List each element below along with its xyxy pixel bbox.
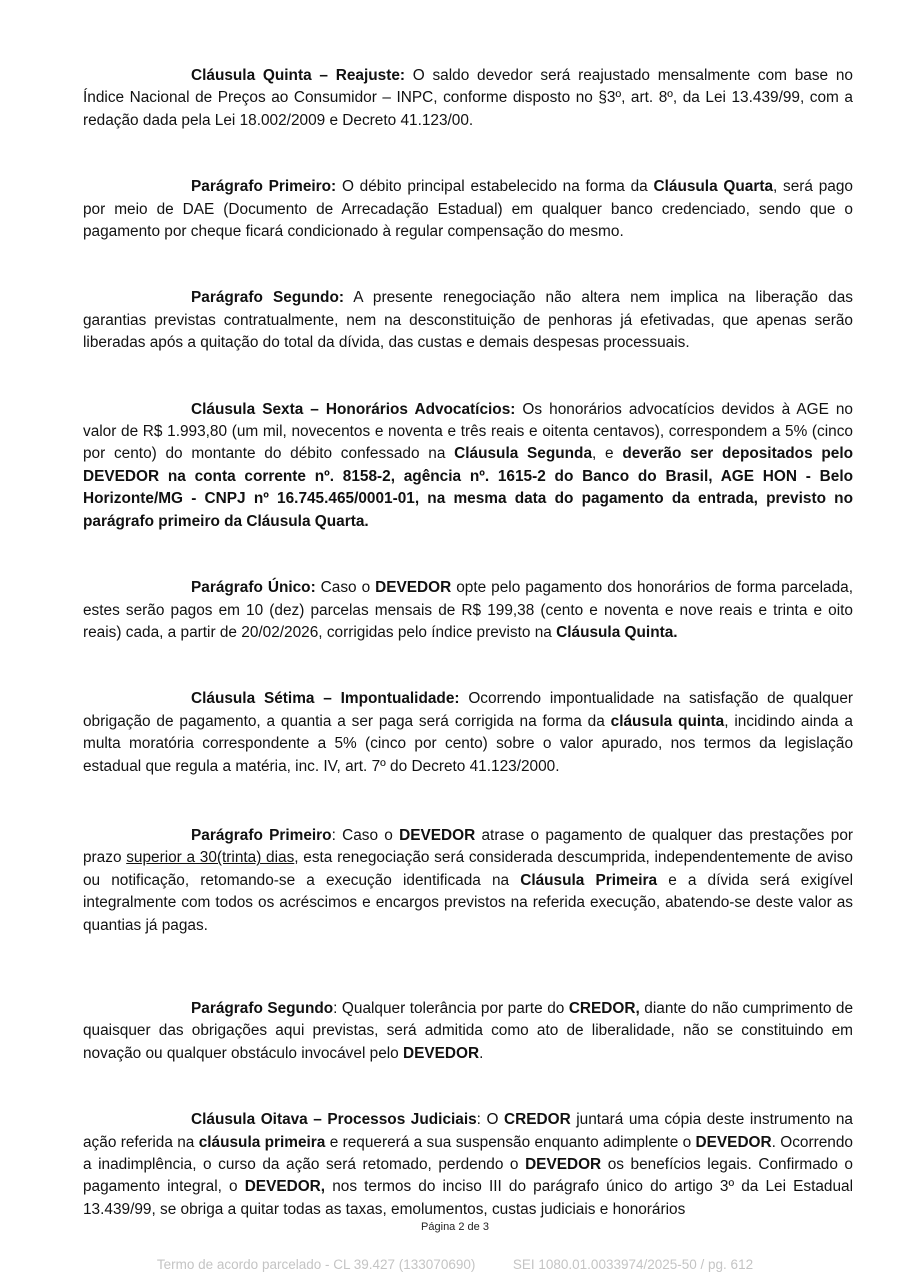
clause-text: , será pago por meio de DAE (Documento de Arrecadação Estadual) em qualquer banco credenciado, sendo que o pagamento por cheque ficará condicionado à regular compensação do mesmo. xyxy=(83,178,853,241)
clause-text: : O xyxy=(476,1111,505,1129)
clause-eighth-lawsuits xyxy=(83,1109,853,1221)
clause-text: Ocorrendo impontualidade na satisfação de qualquer obrigação de pagamento, a quantia a ser paga será corrigida na forma da xyxy=(83,690,854,730)
clause-bold: DEVEDOR xyxy=(695,1133,772,1151)
clause-bold: Cláusula Quinta. xyxy=(556,623,678,641)
clause-heading: Cláusula Sexta – Honorários Advocatícios: xyxy=(191,400,516,418)
clause-text: . Ocorrendo a inadimplência, o curso da ação será retomado, perdendo o xyxy=(83,1133,853,1173)
clause-text: atrase o pagamento de qualquer das prestações por prazo xyxy=(83,826,854,867)
paragraph-first-payment xyxy=(83,176,853,243)
clause-text: e requererá a sua suspensão enquanto adimplente o xyxy=(325,1133,696,1151)
clause-bold: cláusula primeira xyxy=(198,1133,326,1151)
clause-text: A presente renegociação não altera nem implica na liberação das garantias previstas contratualmente, nem na desconstituição de penhoras já efetivadas, que apenas serão liberadas após a quitação do total da dívida, das custas e demais despesas processuais. xyxy=(83,289,853,352)
clause-text: os benefícios legais. Confirmado o pagamento integral, o xyxy=(83,1156,853,1196)
clause-bold: CREDOR xyxy=(504,1111,571,1129)
clause-bold: CREDOR, xyxy=(568,999,640,1017)
clause-text: e a dívida será exigível integralmente com todos os acréscimos e encargos previstos na referida execução, abatendo-se deste valor as quantias já pagas. xyxy=(83,871,853,934)
clause-text: O saldo devedor será reajustado mensalmente com base no Índice Nacional de Preços ao Consumidor – INPC, conforme disposto no §3º, art. 8º, da Lei 13.439/99, com a redação dada pela Lei 18.002/2009 e Decreto 41.123/00. xyxy=(83,67,853,129)
clause-bold: DEVEDOR xyxy=(403,1044,480,1062)
clause-heading: Parágrafo Segundo: xyxy=(191,289,344,307)
clause-heading: Cláusula Oitava – Processos Judiciais xyxy=(191,1111,477,1129)
clause-text: juntará uma cópia deste instrumento na ação referida na xyxy=(83,1111,853,1151)
clause-bold: Cláusula Primeira xyxy=(520,871,658,889)
clause-bold: DEVEDOR xyxy=(375,579,452,597)
clause-heading: Parágrafo Segundo xyxy=(191,999,334,1017)
clause-heading: Parágrafo Primeiro xyxy=(191,826,332,844)
clause-text: O débito principal estabelecido na forma da xyxy=(336,178,654,196)
clause-text: , incidindo ainda a multa moratória correspondente a 5% (cinco por cento) sobre o valor apurado, nos termos da legislação estadual que regula a matéria, inc. IV, art. 7º do Decreto 41.123/2000. xyxy=(83,712,853,775)
clause-heading: Parágrafo Primeiro: xyxy=(191,178,337,196)
clause-heading: Cláusula Sétima – Impontualidade: xyxy=(191,690,460,708)
paragraph-first-default xyxy=(83,825,853,937)
clause-text: opte pelo pagamento dos honorários de forma parcelada, estes serão pagos em 10 (dez) parcelas mensais de R$ 199,38 (cento e noventa e nove reais e trinta e oito reais) cada, a partir de 20/02/2026, corrigidas pelo índice previsto na xyxy=(83,579,853,641)
clause-text: , esta renegociação será considerada descumprida, independentemente de aviso ou notificação, retomando-se a execução identificada na xyxy=(83,849,853,889)
paragraph-second-tolerance xyxy=(83,998,853,1065)
clause-bold: Cláusula Quarta xyxy=(653,178,774,196)
paragraph-second-guarantees xyxy=(83,287,853,354)
clause-bold: DEVEDOR xyxy=(525,1156,602,1173)
clause-bold: deverão ser depositados pelo DEVEDOR na conta corrente nº. 8158-2, agência nº. 1615-2 do Banco do Brasil, AGE HON - Belo Horizonte/MG - CNPJ nº 16.745.465/0001-01, na mesma data do pagamento da entrada, previsto no parágrafo primeiro da Cláusula Quarta. xyxy=(83,445,854,530)
clause-bold: Cláusula Segunda xyxy=(454,445,593,463)
clause-heading: Cláusula Quinta – Reajuste: xyxy=(191,67,405,84)
clause-text: Caso o xyxy=(315,579,376,597)
underlined-term: superior a 30(trinta) dias xyxy=(126,849,295,867)
clause-heading: Parágrafo Único: xyxy=(191,579,316,597)
clause-text: : Caso o xyxy=(331,826,400,844)
sei-stamp-footer xyxy=(0,1257,910,1272)
sei-document-title: Termo de acordo parcelado - CL 39.427 (133070690) xyxy=(156,1257,476,1272)
paragraph-single-installments xyxy=(83,577,853,644)
clause-bold: DEVEDOR, xyxy=(244,1178,326,1196)
clause-text: diante do não cumprimento de quaisquer das obrigações aqui previstas, será admitida como ato de liberalidade, não se constituindo em novação ou qualquer obstáculo invocável pelo xyxy=(83,999,853,1062)
clause-bold: DEVEDOR xyxy=(399,826,476,844)
clause-text: , e xyxy=(592,445,623,463)
clause-bold: cláusula quinta xyxy=(610,712,725,730)
page-number: Página 2 de 3 xyxy=(421,1221,489,1233)
clause-seventh-delay xyxy=(83,688,853,778)
clause-text: : Qualquer tolerância por parte do xyxy=(333,999,569,1017)
clause-sixth-fees xyxy=(83,399,853,533)
document-body xyxy=(83,65,853,1221)
clause-text: nos termos do inciso III do parágrafo único do artigo 3º da Lei Estadual 13.439/99, se obriga a quitar todas as taxas, emolumentos, custas judiciais e honorários xyxy=(83,1178,853,1218)
clause-fifth-readjustment xyxy=(83,65,853,132)
clause-text: Os honorários advocatícios devidos à AGE no valor de R$ 1.993,80 (um mil, novecentos e noventa e três reais e oitenta centavos), correspondem a 5% (cinco por cento) do montante do débito confessado na xyxy=(83,400,853,463)
sei-process-number: SEI 1080.01.0033974/2025-50 / pg. 612 xyxy=(512,1257,754,1272)
clause-text: . xyxy=(479,1044,484,1062)
